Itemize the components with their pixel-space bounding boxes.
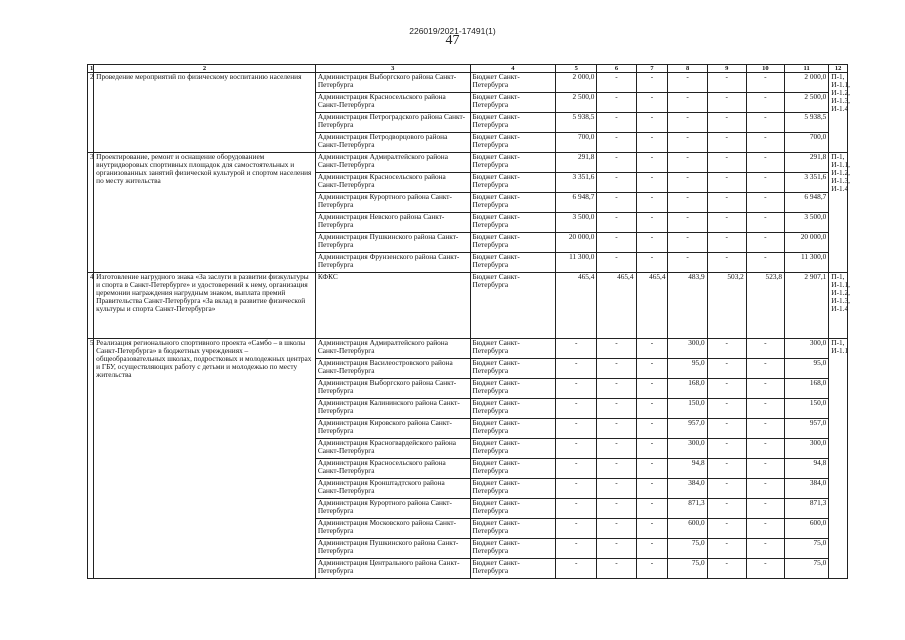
- cell-col10: -: [746, 173, 784, 193]
- cell-col5: -: [556, 359, 597, 379]
- cell-col9: -: [707, 379, 746, 399]
- cell-col10: -: [746, 193, 784, 213]
- cell-col8: 957,0: [668, 419, 707, 439]
- funding-source-cell: Бюджет Санкт-Петербурга: [470, 359, 556, 379]
- cell-col11: 2 500,0: [784, 93, 828, 113]
- cell-col9: -: [707, 499, 746, 519]
- cell-col9: -: [707, 233, 746, 253]
- column-header: 8: [668, 65, 707, 73]
- cell-col5: 2 000,0: [556, 73, 597, 93]
- document-id-stamp: 226019/2021-17491(1): [409, 26, 496, 36]
- executor-cell: Администрация Красногвардейского района Санкт-Петербурга: [315, 439, 470, 459]
- cell-col7: -: [636, 253, 668, 273]
- cell-col8: -: [668, 253, 707, 273]
- executor-cell: Администрация Василеостровского района Санкт-Петербурга: [315, 359, 470, 379]
- funding-source-cell: Бюджет Санкт-Петербурга: [470, 153, 556, 173]
- executor-cell: Администрация Невского района Санкт-Петербурга: [315, 213, 470, 233]
- funding-source-cell: Бюджет Санкт-Петербурга: [470, 379, 556, 399]
- cell-col5: 3 351,6: [556, 173, 597, 193]
- cell-col10: -: [746, 113, 784, 133]
- cell-col5: -: [556, 499, 597, 519]
- section-number: 5: [88, 339, 94, 579]
- activity-description: Реализация регионального спортивного проекта «Самбо – в школы Санкт-Петербурга» в бюджетных учреждениях – общеобразовательных школах, подростковых и молодежных центрах и ГБУ, осуществляющих работу с детьми и молодежью по месту жительства: [94, 339, 316, 579]
- cell-col7: -: [636, 339, 668, 359]
- cell-col10: -: [746, 459, 784, 479]
- indicator-codes: П-1, И-1.1, И-1.2, И-1.3, И-1.4: [829, 273, 848, 339]
- cell-col8: 94,8: [668, 459, 707, 479]
- funding-source-cell: Бюджет Санкт-Петербурга: [470, 479, 556, 499]
- cell-col10: -: [746, 233, 784, 253]
- executor-cell: Администрация Калининского района Санкт-Петербурга: [315, 399, 470, 419]
- cell-col9: -: [707, 339, 746, 359]
- section-number: 4: [88, 273, 94, 339]
- cell-col10: -: [746, 133, 784, 153]
- executor-cell: Администрация Кронштадтского района Санкт-Петербурга: [315, 479, 470, 499]
- cell-col8: -: [668, 153, 707, 173]
- cell-col10: -: [746, 73, 784, 93]
- column-header: 11: [784, 65, 828, 73]
- cell-col11: 75,0: [784, 559, 828, 579]
- cell-col6: 465,4: [597, 273, 636, 339]
- cell-col5: -: [556, 519, 597, 539]
- funding-source-cell: Бюджет Санкт-Петербурга: [470, 399, 556, 419]
- cell-col6: -: [597, 539, 636, 559]
- cell-col5: 6 948,7: [556, 193, 597, 213]
- cell-col7: -: [636, 213, 668, 233]
- cell-col6: -: [597, 173, 636, 193]
- cell-col10: -: [746, 499, 784, 519]
- executor-cell: Администрация Центрального района Санкт-Петербурга: [315, 559, 470, 579]
- cell-col8: 300,0: [668, 339, 707, 359]
- cell-col9: -: [707, 113, 746, 133]
- cell-col11: 871,3: [784, 499, 828, 519]
- cell-col8: -: [668, 93, 707, 113]
- cell-col10: -: [746, 539, 784, 559]
- cell-col10: -: [746, 559, 784, 579]
- executor-cell: Администрация Выборгского района Санкт-Петербурга: [315, 379, 470, 399]
- cell-col5: -: [556, 439, 597, 459]
- cell-col8: 384,0: [668, 479, 707, 499]
- cell-col5: -: [556, 539, 597, 559]
- activity-description: Изготовление нагрудного знака «За заслуги в развитии физкультуры и спорта в Санкт-Петербурге» и удостоверений к нему, организация церемонии награждения нагрудным знаком, выплата премий Правительства Санкт-Петербурга «За вклад в развитие физической культуры и спорта Санкт-Петербурга»: [94, 273, 316, 339]
- funding-source-cell: Бюджет Санкт-Петербурга: [470, 233, 556, 253]
- cell-col8: -: [668, 73, 707, 93]
- cell-col7: -: [636, 479, 668, 499]
- cell-col5: -: [556, 559, 597, 579]
- cell-col7: -: [636, 233, 668, 253]
- cell-col10: -: [746, 379, 784, 399]
- cell-col7: -: [636, 193, 668, 213]
- cell-col5: 700,0: [556, 133, 597, 153]
- cell-col8: 75,0: [668, 559, 707, 579]
- funding-source-cell: Бюджет Санкт-Петербурга: [470, 439, 556, 459]
- cell-col6: -: [597, 359, 636, 379]
- cell-col10: -: [746, 359, 784, 379]
- cell-col8: -: [668, 233, 707, 253]
- column-header: 6: [597, 65, 636, 73]
- cell-col6: -: [597, 153, 636, 173]
- cell-col6: -: [597, 499, 636, 519]
- cell-col11: 150,0: [784, 399, 828, 419]
- cell-col9: -: [707, 73, 746, 93]
- cell-col10: -: [746, 339, 784, 359]
- cell-col6: -: [597, 559, 636, 579]
- cell-col7: -: [636, 459, 668, 479]
- cell-col6: -: [597, 439, 636, 459]
- cell-col9: -: [707, 479, 746, 499]
- executor-cell: Администрация Петроградского района Санкт-Петербурга: [315, 113, 470, 133]
- cell-col9: -: [707, 519, 746, 539]
- cell-col11: 600,0: [784, 519, 828, 539]
- column-header: 3: [315, 65, 470, 73]
- cell-col6: -: [597, 93, 636, 113]
- cell-col7: -: [636, 173, 668, 193]
- cell-col6: -: [597, 113, 636, 133]
- cell-col6: -: [597, 253, 636, 273]
- cell-col5: -: [556, 399, 597, 419]
- executor-cell: Администрация Кировского района Санкт-Петербурга: [315, 419, 470, 439]
- cell-col11: 6 948,7: [784, 193, 828, 213]
- cell-col5: -: [556, 419, 597, 439]
- executor-cell: Администрация Фрунзенского района Санкт-Петербурга: [315, 253, 470, 273]
- cell-col7: -: [636, 439, 668, 459]
- cell-col8: 300,0: [668, 439, 707, 459]
- executor-cell: Администрация Выборгского района Санкт-Петербурга: [315, 73, 470, 93]
- cell-col11: 3 351,6: [784, 173, 828, 193]
- cell-col7: -: [636, 419, 668, 439]
- cell-col8: -: [668, 213, 707, 233]
- cell-col8: 150,0: [668, 399, 707, 419]
- funding-source-cell: Бюджет Санкт-Петербурга: [470, 539, 556, 559]
- cell-col8: 871,3: [668, 499, 707, 519]
- cell-col6: -: [597, 459, 636, 479]
- funding-source-cell: Бюджет Санкт-Петербурга: [470, 419, 556, 439]
- executor-cell: Администрация Адмиралтейского района Санкт-Петербурга: [315, 339, 470, 359]
- funding-source-cell: Бюджет Санкт-Петербурга: [470, 459, 556, 479]
- cell-col9: -: [707, 439, 746, 459]
- activity-description: Проектирование, ремонт и оснащение оборудованием внутридворовых спортивных площадок для самостоятельных и организованных занятий физической культурой и спортом населения по месту жительства: [94, 153, 316, 273]
- cell-col11: 94,8: [784, 459, 828, 479]
- section-number: 2: [88, 73, 94, 153]
- cell-col9: -: [707, 399, 746, 419]
- cell-col11: 3 500,0: [784, 213, 828, 233]
- cell-col9: -: [707, 133, 746, 153]
- cell-col6: -: [597, 193, 636, 213]
- cell-col11: 300,0: [784, 339, 828, 359]
- cell-col7: -: [636, 359, 668, 379]
- executor-cell: Администрация Красносельского района Санкт-Петербурга: [315, 93, 470, 113]
- cell-col5: 465,4: [556, 273, 597, 339]
- executor-cell: Администрация Красносельского района Санкт-Петербурга: [315, 173, 470, 193]
- column-header: 2: [94, 65, 316, 73]
- cell-col9: -: [707, 539, 746, 559]
- cell-col11: 11 300,0: [784, 253, 828, 273]
- executor-cell: Администрация Курортного района Санкт-Петербурга: [315, 193, 470, 213]
- cell-col11: 20 000,0: [784, 233, 828, 253]
- cell-col11: 168,0: [784, 379, 828, 399]
- cell-col5: 3 500,0: [556, 213, 597, 233]
- funding-source-cell: Бюджет Санкт-Петербурга: [470, 193, 556, 213]
- page-number: 47: [445, 33, 460, 48]
- funding-source-cell: Бюджет Санкт-Петербурга: [470, 213, 556, 233]
- executor-cell: Администрация Пушкинского района Санкт-Петербурга: [315, 539, 470, 559]
- table-row: [88, 339, 848, 359]
- cell-col11: 384,0: [784, 479, 828, 499]
- cell-col10: -: [746, 153, 784, 173]
- executor-cell: Администрация Курортного района Санкт-Петербурга: [315, 499, 470, 519]
- cell-col7: -: [636, 133, 668, 153]
- cell-col7: -: [636, 379, 668, 399]
- executor-cell: Администрация Пушкинского района Санкт-Петербурга: [315, 233, 470, 253]
- section-number: 3: [88, 153, 94, 273]
- cell-col10: -: [746, 419, 784, 439]
- executor-cell: Администрация Московского района Санкт-Петербурга: [315, 519, 470, 539]
- cell-col8: 168,0: [668, 379, 707, 399]
- cell-col7: -: [636, 539, 668, 559]
- cell-col9: -: [707, 419, 746, 439]
- column-header: 10: [746, 65, 784, 73]
- cell-col6: -: [597, 73, 636, 93]
- cell-col9: 503,2: [707, 273, 746, 339]
- cell-col7: -: [636, 559, 668, 579]
- cell-col10: -: [746, 93, 784, 113]
- cell-col7: 465,4: [636, 273, 668, 339]
- cell-col8: -: [668, 113, 707, 133]
- cell-col9: -: [707, 93, 746, 113]
- table-row: [88, 73, 848, 93]
- funding-source-cell: Бюджет Санкт-Петербурга: [470, 73, 556, 93]
- funding-source-cell: Бюджет Санкт-Петербурга: [470, 173, 556, 193]
- activity-description: Проведение мероприятий по физическому воспитанию населения: [94, 73, 316, 153]
- cell-col7: -: [636, 93, 668, 113]
- column-header: 1: [88, 65, 94, 73]
- cell-col6: -: [597, 419, 636, 439]
- cell-col9: -: [707, 193, 746, 213]
- column-header: 7: [636, 65, 668, 73]
- column-header: 12: [829, 65, 848, 73]
- funding-source-cell: Бюджет Санкт-Петербурга: [470, 133, 556, 153]
- cell-col5: 2 500,0: [556, 93, 597, 113]
- cell-col9: -: [707, 153, 746, 173]
- cell-col8: 75,0: [668, 539, 707, 559]
- cell-col11: 2 000,0: [784, 73, 828, 93]
- table-row: [88, 153, 848, 173]
- cell-col6: -: [597, 479, 636, 499]
- cell-col8: -: [668, 193, 707, 213]
- cell-col10: -: [746, 439, 784, 459]
- cell-col8: -: [668, 173, 707, 193]
- cell-col8: 95,0: [668, 359, 707, 379]
- cell-col7: -: [636, 153, 668, 173]
- cell-col5: -: [556, 379, 597, 399]
- cell-col5: 11 300,0: [556, 253, 597, 273]
- column-header: 5: [556, 65, 597, 73]
- cell-col9: -: [707, 459, 746, 479]
- cell-col11: 95,0: [784, 359, 828, 379]
- cell-col7: -: [636, 113, 668, 133]
- cell-col5: 291,8: [556, 153, 597, 173]
- cell-col6: -: [597, 213, 636, 233]
- executor-cell: Администрация Красносельского района Санкт-Петербурга: [315, 459, 470, 479]
- budget-table: [87, 64, 848, 579]
- cell-col9: -: [707, 253, 746, 273]
- cell-col6: -: [597, 339, 636, 359]
- cell-col5: -: [556, 459, 597, 479]
- cell-col11: 75,0: [784, 539, 828, 559]
- column-header: 9: [707, 65, 746, 73]
- cell-col5: 20 000,0: [556, 233, 597, 253]
- cell-col7: -: [636, 499, 668, 519]
- indicator-codes: П-1, И-1.1: [829, 339, 848, 579]
- executor-cell: КФКС: [315, 273, 470, 339]
- executor-cell: Администрация Адмиралтейского района Санкт-Петербурга: [315, 153, 470, 173]
- cell-col6: -: [597, 399, 636, 419]
- executor-cell: Администрация Петродворцового района Санкт-Петербурга: [315, 133, 470, 153]
- funding-source-cell: Бюджет Санкт-Петербурга: [470, 499, 556, 519]
- cell-col6: -: [597, 519, 636, 539]
- indicator-codes: П-1, И-1.1, И-1.2, И-1.3, И-1.4: [829, 153, 848, 273]
- cell-col10: -: [746, 253, 784, 273]
- indicator-codes: П-1, И-1.1, И-1.2, И-1.3, И-1.4: [829, 73, 848, 153]
- column-header: 4: [470, 65, 556, 73]
- cell-col7: -: [636, 73, 668, 93]
- cell-col8: 483,9: [668, 273, 707, 339]
- funding-source-cell: Бюджет Санкт-Петербурга: [470, 273, 556, 339]
- cell-col5: -: [556, 339, 597, 359]
- cell-col11: 2 907,1: [784, 273, 828, 339]
- cell-col10: 523,8: [746, 273, 784, 339]
- cell-col6: -: [597, 233, 636, 253]
- cell-col7: -: [636, 399, 668, 419]
- table-body: [88, 65, 848, 579]
- cell-col11: 300,0: [784, 439, 828, 459]
- cell-col6: -: [597, 133, 636, 153]
- cell-col8: -: [668, 133, 707, 153]
- funding-source-cell: Бюджет Санкт-Петербурга: [470, 93, 556, 113]
- funding-source-cell: Бюджет Санкт-Петербурга: [470, 559, 556, 579]
- table-row: [88, 273, 848, 339]
- cell-col6: -: [597, 379, 636, 399]
- cell-col10: -: [746, 213, 784, 233]
- funding-source-cell: Бюджет Санкт-Петербурга: [470, 519, 556, 539]
- cell-col9: -: [707, 213, 746, 233]
- cell-col11: 291,8: [784, 153, 828, 173]
- cell-col5: 5 938,5: [556, 113, 597, 133]
- cell-col5: -: [556, 479, 597, 499]
- cell-col10: -: [746, 399, 784, 419]
- funding-source-cell: Бюджет Санкт-Петербурга: [470, 253, 556, 273]
- funding-source-cell: Бюджет Санкт-Петербурга: [470, 339, 556, 359]
- cell-col7: -: [636, 519, 668, 539]
- cell-col8: 600,0: [668, 519, 707, 539]
- cell-col9: -: [707, 359, 746, 379]
- funding-source-cell: Бюджет Санкт-Петербурга: [470, 113, 556, 133]
- cell-col9: -: [707, 173, 746, 193]
- cell-col10: -: [746, 519, 784, 539]
- cell-col10: -: [746, 479, 784, 499]
- cell-col11: 5 938,5: [784, 113, 828, 133]
- cell-col11: 700,0: [784, 133, 828, 153]
- cell-col11: 957,0: [784, 419, 828, 439]
- cell-col9: -: [707, 559, 746, 579]
